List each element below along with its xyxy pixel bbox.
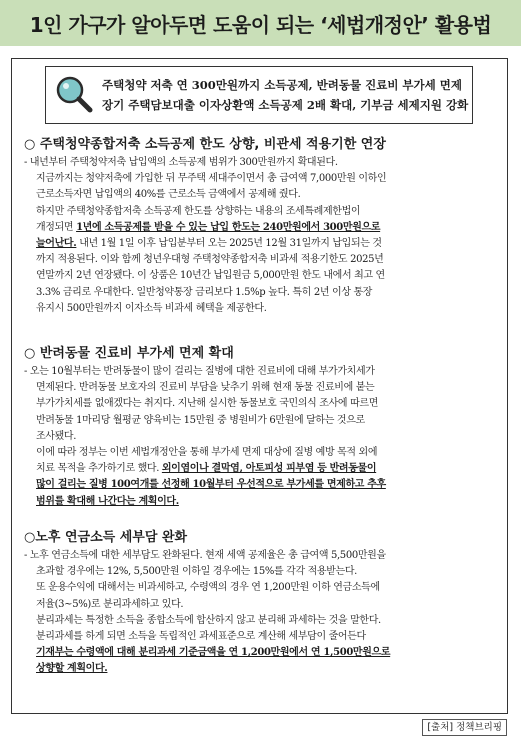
section-housing-savings	[24, 135, 504, 317]
paragraph-line: 유지시 500만원까지 이자소득 비과세 혜택을 제공한다.	[36, 302, 267, 314]
paragraph-line: 조사됐다.	[36, 430, 77, 442]
paragraph-line: - 내년부터 주택청약저축 납입액의 소득공제 범위가 300만원까지 확대된다.	[24, 157, 338, 168]
highlight-text: 상향할 계획이다.	[36, 663, 108, 675]
paragraph-line: 면제된다. 반려동물 보호자의 진료비 부담을 낮추기 위해 현재 동물 진료비에 붙는	[36, 382, 375, 394]
page-title: 1인 가구가 알아두면 도움이 되는 ‘세법개정안’ 활용법	[29, 12, 492, 37]
paragraph-line	[24, 477, 504, 493]
paragraph-line: 까지 적용된다. 이와 함께 청년우대형 주택청약종합저축 비과세 적용기한도 2025년	[36, 254, 384, 266]
paragraph-line: 반려동물 1마리당 월평균 양육비는 15만원 중 병원비가 6만원에 달하는 것으로	[36, 414, 365, 426]
text-run: 개정되면	[36, 221, 77, 233]
paragraph-line	[24, 461, 504, 477]
highlight-text: 범위를 확대해 나간다는 계획이다.	[36, 495, 179, 507]
paragraph-line: 초과할 경우에는 12%, 5,500만원 이하일 경우에는 15%를 각각 적용받는다.	[36, 566, 357, 578]
paragraph-line: 지금까지는 청약저축에 가입한 뒤 무주택 세대주이면서 총 급여액 7,000만원 이하인	[36, 173, 387, 185]
summary-line: 장기 주택담보대출 이자상환액 소득공제 2배 확대, 기부금 세제지원 강화	[102, 98, 469, 112]
section-heading: ○ 주택청약종합저축 소득공제 한도 상향, 비관세 적용기한 연장	[24, 137, 386, 152]
highlight-text: 1년에 소득공제를 받을 수 있는 납입 한도는 240만원에서 300만원으로	[76, 221, 381, 233]
summary-line: 주택청약 저축 연 300만원까지 소득공제, 반려동물 진료비 부가세 면제	[102, 78, 462, 92]
paragraph-line: - 노후 연금소득에 대한 세부담도 완화된다. 현재 세액 공제율은 총 급여액 5,500만원을	[24, 550, 386, 561]
paragraph-line: 분리과세는 특정한 소득을 종합소득에 합산하지 않고 분리해 과세하는 것을 말한다.	[36, 614, 381, 626]
paragraph-line: 연말까지 2년 연장됐다. 이 상품은 10년간 납입원금 5,000만원 한도 내에서 최고 연	[36, 270, 385, 282]
highlight-text: 외이염이나 결막염, 아토피성 피부염 등 반려동물이	[161, 463, 377, 475]
section-pet-medical	[24, 344, 504, 510]
source-credit: [출처] 정책브리핑	[422, 719, 507, 736]
paragraph-line: 또 운용수익에 대해서는 비과세하고, 수령액의 경우 연 1,200만원 이하 연금소득에	[36, 582, 380, 594]
highlight-text: 많이 걸리는 질병 100여개를 선정해 10월부터 우선적으로 부가세를 면제하고 추후	[36, 479, 386, 491]
paragraph-line	[24, 645, 504, 661]
paragraph-line	[24, 661, 504, 677]
summary-text	[102, 75, 470, 115]
paragraph-line: - 오는 10월부터는 반려동물이 많이 걸리는 질병에 대한 진료비에 대해 부가가치세가	[24, 366, 375, 377]
text-run: 내년 1월 1일 이후 납입분부터 오는 2025년 12월 31일까지 납입되는 것	[76, 238, 382, 250]
highlight-text: 기재부는 수령액에 대해 분리과세 기준금액을 연 1,200만원에서 연 1,500만원으로	[36, 647, 391, 659]
text-run: 치료 목적을 추가하기로 했다.	[36, 463, 162, 475]
paragraph-line	[24, 494, 504, 510]
paragraph-line: 3.3% 금리로 우대한다. 일반청약통장 금리보다 1.5%p 높다. 특히 2년 이상 통장	[36, 286, 373, 298]
paragraph-line: 분리과세를 하게 되면 소득을 독립적인 과세표준으로 계산해 세부담이 줄어든다	[36, 631, 366, 643]
paragraph-line: 하지만 주택청약종합저축 소득공제 한도를 상향하는 내용의 조세특례제한법이	[36, 205, 361, 217]
paragraph-line	[24, 220, 504, 236]
section-heading: ○노후 연금소득 세부담 완화	[24, 530, 188, 545]
magnifier-icon	[54, 74, 94, 114]
summary-box	[45, 66, 473, 124]
section-pension-tax	[24, 528, 504, 678]
highlight-text: 늘어난다.	[36, 238, 77, 250]
paragraph-line: 이에 따라 정부는 이번 세법개정안을 통해 부가세 면제 대상에 질병 예방 목적 외에	[36, 447, 378, 459]
title-banner	[0, 0, 521, 46]
paragraph-line: 부가가치세를 없애겠다는 취지다. 지난해 실시한 동물보호 국민의식 조사에 따르면	[36, 398, 378, 410]
section-heading: ○ 반려동물 진료비 부가세 면제 확대	[24, 346, 234, 361]
paragraph-line	[24, 236, 504, 252]
paragraph-line: 근로소득자면 납입액의 40%를 근로소득 금액에서 공제해 줬다.	[36, 189, 301, 201]
paragraph-line: 저율(3~5%)로 분리과세하고 있다.	[36, 598, 184, 610]
